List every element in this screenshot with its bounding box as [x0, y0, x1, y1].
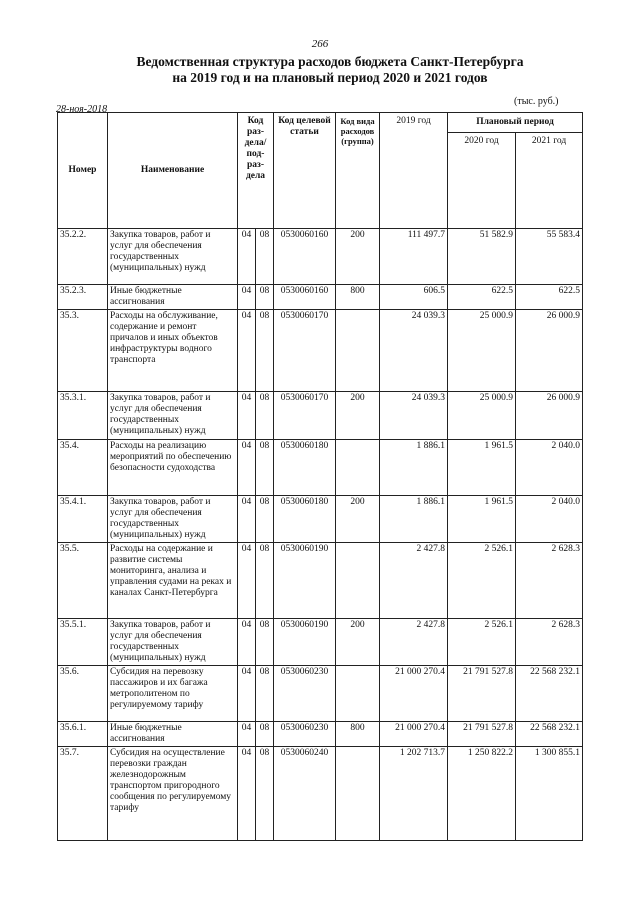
row-value-2020: 1 250 822.2	[448, 747, 516, 841]
title-line-2: на 2019 год и на плановый период 2020 и 2021 годов	[172, 70, 488, 85]
row-subsection-code: 08	[256, 666, 274, 722]
row-number: 35.2.3.	[58, 285, 108, 310]
row-value-2020: 21 791 527.8	[448, 722, 516, 747]
row-name: Закупка товаров, работ и услуг для обеспечения государственных (муниципальных) нужд	[108, 619, 238, 666]
header-2021: 2021 год	[516, 133, 583, 229]
row-number: 35.2.2.	[58, 229, 108, 285]
row-number: 35.3.	[58, 310, 108, 392]
row-section-code: 04	[238, 229, 256, 285]
row-section-code: 04	[238, 392, 256, 440]
row-value-2021: 22 568 232.1	[516, 666, 583, 722]
row-value-2019: 1 886.1	[380, 440, 448, 496]
row-target-code: 0530060240	[274, 747, 336, 841]
row-expense-type	[336, 747, 380, 841]
row-value-2020: 25 000.9	[448, 392, 516, 440]
document-title	[60, 54, 600, 86]
row-value-2019: 21 000 270.4	[380, 722, 448, 747]
row-value-2020: 1 961.5	[448, 496, 516, 543]
row-expense-type: 800	[336, 722, 380, 747]
table-row	[58, 440, 583, 496]
row-value-2020: 25 000.9	[448, 310, 516, 392]
table-row	[58, 310, 583, 392]
row-target-code: 0530060160	[274, 285, 336, 310]
row-subsection-code: 08	[256, 285, 274, 310]
row-subsection-code: 08	[256, 619, 274, 666]
row-name: Закупка товаров, работ и услуг для обеспечения государственных (муниципальных) нужд	[108, 229, 238, 285]
row-number: 35.3.1.	[58, 392, 108, 440]
row-value-2019: 111 497.7	[380, 229, 448, 285]
document-date: 28-ноя-2018	[56, 104, 108, 115]
row-section-code: 04	[238, 285, 256, 310]
row-value-2021: 55 583.4	[516, 229, 583, 285]
row-expense-type: 200	[336, 619, 380, 666]
row-target-code: 0530060190	[274, 619, 336, 666]
row-expense-type: 200	[336, 229, 380, 285]
row-number: 35.6.1.	[58, 722, 108, 747]
table-row	[58, 666, 583, 722]
row-name: Иные бюджетные ассигнования	[108, 722, 238, 747]
row-expense-type: 200	[336, 392, 380, 440]
table-row	[58, 722, 583, 747]
row-value-2019: 606.5	[380, 285, 448, 310]
row-value-2021: 622.5	[516, 285, 583, 310]
header-2020: 2020 год	[448, 133, 516, 229]
row-value-2021: 1 300 855.1	[516, 747, 583, 841]
row-value-2019: 24 039.3	[380, 310, 448, 392]
row-section-code: 04	[238, 619, 256, 666]
row-target-code: 0530060170	[274, 310, 336, 392]
row-subsection-code: 08	[256, 392, 274, 440]
row-expense-type	[336, 543, 380, 619]
row-value-2020: 1 961.5	[448, 440, 516, 496]
row-number: 35.5.1.	[58, 619, 108, 666]
header-expense-type-code: Код вида расходов (группа)	[336, 113, 380, 229]
row-target-code: 0530060170	[274, 392, 336, 440]
header-planned-period: Плановый период	[448, 113, 583, 133]
table-row	[58, 747, 583, 841]
row-expense-type	[336, 666, 380, 722]
row-subsection-code: 08	[256, 543, 274, 619]
header-number: Номер	[58, 113, 108, 229]
table-row	[58, 285, 583, 310]
row-target-code: 0530060230	[274, 722, 336, 747]
row-value-2021: 2 628.3	[516, 619, 583, 666]
row-value-2020: 51 582.9	[448, 229, 516, 285]
row-value-2021: 22 568 232.1	[516, 722, 583, 747]
row-section-code: 04	[238, 440, 256, 496]
table-row	[58, 543, 583, 619]
row-section-code: 04	[238, 722, 256, 747]
table-row	[58, 229, 583, 285]
header-2019: 2019 год	[380, 113, 448, 229]
row-value-2021: 2 628.3	[516, 543, 583, 619]
header-target-code: Код целевой статьи	[274, 113, 336, 229]
row-expense-type: 200	[336, 496, 380, 543]
table-row	[58, 619, 583, 666]
row-target-code: 0530060160	[274, 229, 336, 285]
row-expense-type	[336, 310, 380, 392]
header-section-code: Код раз-дела/ под-раз-дела	[238, 113, 274, 229]
row-number: 35.7.	[58, 747, 108, 841]
row-value-2019: 2 427.8	[380, 619, 448, 666]
row-subsection-code: 08	[256, 722, 274, 747]
row-value-2021: 26 000.9	[516, 310, 583, 392]
row-section-code: 04	[238, 543, 256, 619]
row-subsection-code: 08	[256, 310, 274, 392]
row-value-2019: 2 427.8	[380, 543, 448, 619]
row-value-2021: 26 000.9	[516, 392, 583, 440]
row-target-code: 0530060190	[274, 543, 336, 619]
row-name: Иные бюджетные ассигнования	[108, 285, 238, 310]
row-name: Субсидия на перевозку пассажиров и их багажа метрополитеном по регулируемому тарифу	[108, 666, 238, 722]
row-name: Расходы на обслуживание, содержание и ремонт причалов и иных объектов инфраструктуры водного транспорта	[108, 310, 238, 392]
row-subsection-code: 08	[256, 229, 274, 285]
row-target-code: 0530060230	[274, 666, 336, 722]
row-expense-type	[336, 440, 380, 496]
row-name: Закупка товаров, работ и услуг для обеспечения государственных (муниципальных) нужд	[108, 496, 238, 543]
row-value-2021: 2 040.0	[516, 496, 583, 543]
row-value-2020: 21 791 527.8	[448, 666, 516, 722]
row-section-code: 04	[238, 666, 256, 722]
row-target-code: 0530060180	[274, 440, 336, 496]
row-name: Расходы на содержание и развитие системы мониторинга, анализа и управления судами на реках и каналах Санкт-Петербурга	[108, 543, 238, 619]
row-subsection-code: 08	[256, 440, 274, 496]
units-label: (тыс. руб.)	[514, 96, 559, 107]
row-value-2019: 1 886.1	[380, 496, 448, 543]
row-section-code: 04	[238, 496, 256, 543]
row-name: Субсидия на осуществление перевозки граждан железнодорожным транспортом пригородного сообщения по регулируемому тарифу	[108, 747, 238, 841]
row-value-2020: 622.5	[448, 285, 516, 310]
row-number: 35.4.	[58, 440, 108, 496]
row-name: Закупка товаров, работ и услуг для обеспечения государственных (муниципальных) нужд	[108, 392, 238, 440]
row-subsection-code: 08	[256, 496, 274, 543]
row-subsection-code: 08	[256, 747, 274, 841]
budget-table	[57, 112, 583, 841]
row-number: 35.6.	[58, 666, 108, 722]
row-value-2020: 2 526.1	[448, 543, 516, 619]
row-value-2019: 24 039.3	[380, 392, 448, 440]
row-section-code: 04	[238, 747, 256, 841]
table-row	[58, 496, 583, 543]
header-name: Наименование	[108, 113, 238, 229]
title-line-1: Ведомственная структура расходов бюджета Санкт-Петербурга	[136, 54, 524, 69]
row-value-2020: 2 526.1	[448, 619, 516, 666]
page-number: 266	[311, 38, 329, 50]
row-value-2019: 21 000 270.4	[380, 666, 448, 722]
table-row	[58, 392, 583, 440]
row-number: 35.5.	[58, 543, 108, 619]
row-section-code: 04	[238, 310, 256, 392]
row-name: Расходы на реализацию мероприятий по обеспечению безопасности судоходства	[108, 440, 238, 496]
row-expense-type: 800	[336, 285, 380, 310]
row-target-code: 0530060180	[274, 496, 336, 543]
row-value-2019: 1 202 713.7	[380, 747, 448, 841]
row-number: 35.4.1.	[58, 496, 108, 543]
row-value-2021: 2 040.0	[516, 440, 583, 496]
